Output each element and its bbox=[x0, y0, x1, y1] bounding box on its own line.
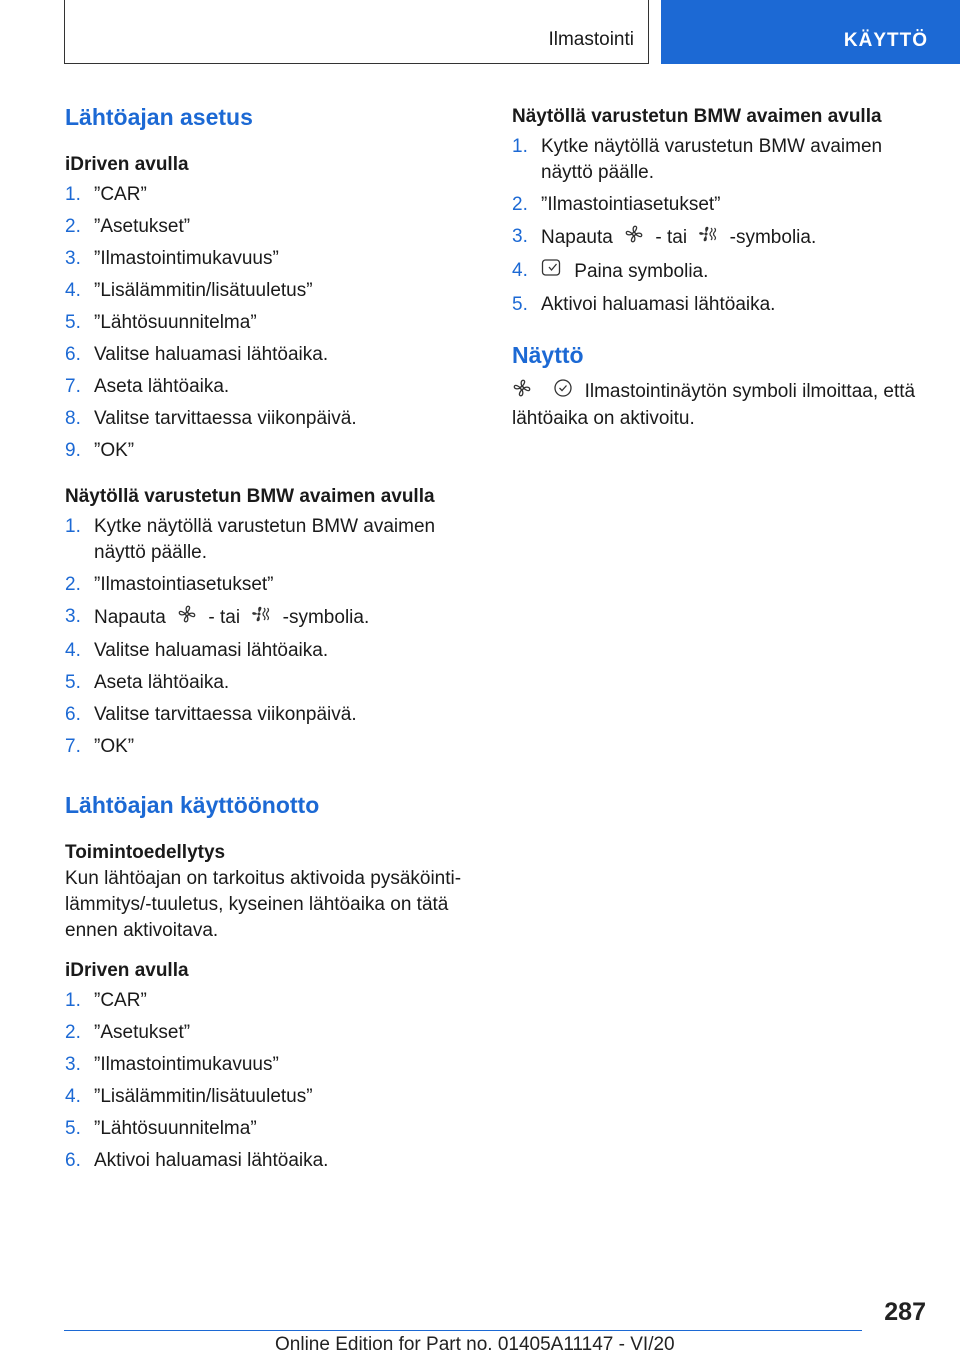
footer-edition: Online Edition for Part no. 01405A11147 - VI/20 bbox=[275, 1334, 675, 1355]
fan-heat-icon bbox=[251, 604, 271, 632]
list-item: 3. Napauta - tai -symbolia. bbox=[65, 604, 465, 632]
fan-heat-icon bbox=[698, 224, 718, 252]
list-item: 9. ”OK” bbox=[65, 440, 135, 461]
list-item: 7. ”OK” bbox=[65, 736, 135, 757]
list-item: 4. Paina symbolia. bbox=[512, 258, 922, 286]
fan-icon bbox=[512, 378, 532, 406]
list-item: 4. Valitse haluamasi lähtöaika. bbox=[65, 640, 329, 661]
steps-list-idrive bbox=[65, 182, 465, 464]
prerequisite-paragraph: Kun lähtöajan on tarkoitus aktivoida pysäköintilämmitys/-tuuletus, kyseinen lähtöaika on tätä ennen aktivoitava. bbox=[65, 868, 462, 941]
list-item: 1. Kytke näytöllä varustetun BMW avaimen näyttö päälle. bbox=[65, 516, 436, 563]
right-column bbox=[512, 104, 922, 432]
steps-list-bmw-key bbox=[65, 514, 465, 760]
list-item: 1. ”CAR” bbox=[65, 184, 147, 205]
section-title-naytto: Näyttö bbox=[512, 342, 584, 368]
list-item: 5. ”Lähtösuunnitelma” bbox=[65, 312, 257, 333]
subheading-bmw-key: Näytöllä varustetun BMW avaimen avulla bbox=[65, 486, 435, 507]
set-clock-icon bbox=[541, 258, 563, 286]
list-item: 5. Aseta lähtöaika. bbox=[65, 672, 230, 693]
fan-icon bbox=[177, 604, 197, 632]
list-item: 5. ”Lähtösuunnitelma” bbox=[65, 1118, 257, 1139]
header-chapter-title: KÄYTTÖ bbox=[843, 30, 928, 51]
list-item: 2. ”Ilmastointiasetukset” bbox=[65, 574, 274, 595]
list-item: 6. Valitse tarvittaessa viikonpäivä. bbox=[65, 704, 357, 725]
list-item: 2. ”Asetukset” bbox=[65, 216, 191, 237]
list-item: 1. ”CAR” bbox=[65, 990, 147, 1011]
subheading-idrive: iDriven avulla bbox=[65, 154, 189, 175]
steps-list-activation bbox=[65, 988, 465, 1174]
header-section-box bbox=[64, 0, 649, 64]
left-column bbox=[65, 100, 465, 1180]
subheading-prerequisite: Toimintoedellytys bbox=[65, 842, 226, 863]
list-item: 6. Valitse haluamasi lähtöaika. bbox=[65, 344, 329, 365]
list-item: 3. ”Ilmastointimukavuus” bbox=[65, 248, 279, 269]
subheading-idrive-2: iDriven avulla bbox=[65, 960, 189, 981]
list-item: 4. ”Lisälämmitin/lisätuuletus” bbox=[65, 280, 313, 301]
list-item: 2. ”Asetukset” bbox=[65, 1022, 191, 1043]
page-number: 287 bbox=[884, 1298, 926, 1326]
list-item: 6. Aktivoi haluamasi lähtöaika. bbox=[65, 1150, 329, 1171]
list-item: 5. Aktivoi haluamasi lähtöaika. bbox=[512, 294, 776, 315]
header-chapter-tab bbox=[661, 0, 960, 64]
list-item: 1. Kytke näytöllä varustetun BMW avaimen näyttö päälle. bbox=[512, 136, 883, 183]
list-item: 2. ”Ilmastointiasetukset” bbox=[512, 194, 721, 215]
list-item: 8. Valitse tarvittaessa viikonpäivä. bbox=[65, 408, 357, 429]
clock-check-icon bbox=[553, 378, 573, 406]
footer-divider bbox=[64, 1330, 862, 1331]
list-item: 7. Aseta lähtöaika. bbox=[65, 376, 230, 397]
list-item: 3. ”Ilmastointimukavuus” bbox=[65, 1054, 279, 1075]
section-title-lahtoajan-kayttoonotto: Lähtöajan käyttöönotto bbox=[65, 792, 320, 818]
subheading-bmw-key-activation: Näytöllä varustetun BMW avaimen avulla bbox=[512, 106, 882, 127]
list-item: 4. ”Lisälämmitin/lisätuuletus” bbox=[65, 1086, 313, 1107]
section-title-lahtoajan-asetus: Lähtöajan asetus bbox=[65, 104, 253, 130]
steps-list-bmw-key-activation bbox=[512, 134, 922, 318]
display-paragraph: Ilmastointinäytön symboli ilmoittaa, että lähtöaika on aktivoitu. bbox=[512, 378, 922, 432]
header-section-title: Ilmastointi bbox=[548, 29, 634, 50]
fan-icon bbox=[624, 224, 644, 252]
list-item: 3. Napauta - tai -symbolia. bbox=[512, 224, 922, 252]
